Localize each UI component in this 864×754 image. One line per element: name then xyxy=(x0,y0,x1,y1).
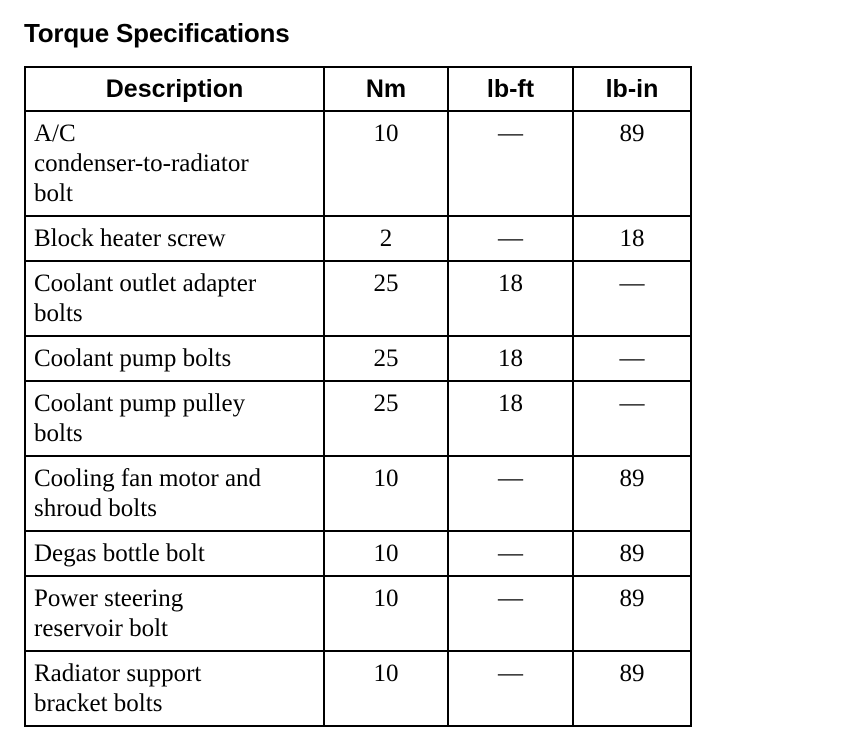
cell-nm: 10 xyxy=(324,111,448,216)
description-line: Degas bottle bolt xyxy=(34,540,205,567)
cell-lb-ft: — xyxy=(448,111,573,216)
description-line: bolts xyxy=(34,420,83,447)
table-header-row xyxy=(25,67,691,111)
description-line: bracket bolts xyxy=(34,690,163,717)
cell-description xyxy=(25,336,324,381)
description-line: Power steering xyxy=(34,585,184,612)
cell-lb-ft: 18 xyxy=(448,381,573,456)
cell-lb-in: 18 xyxy=(573,216,691,261)
column-header-lb-in: lb-in xyxy=(573,67,691,111)
cell-description xyxy=(25,531,324,576)
description-line: shroud bolts xyxy=(34,495,157,522)
cell-lb-in: 89 xyxy=(573,651,691,726)
cell-lb-in: 89 xyxy=(573,111,691,216)
cell-nm: 10 xyxy=(324,576,448,651)
cell-nm: 25 xyxy=(324,381,448,456)
column-header-description: Description xyxy=(25,67,324,111)
cell-lb-ft: — xyxy=(448,576,573,651)
description-line: Cooling fan motor and xyxy=(34,465,262,492)
cell-description xyxy=(25,111,324,216)
table-row xyxy=(25,456,691,531)
table-row xyxy=(25,261,691,336)
cell-lb-ft: — xyxy=(448,216,573,261)
cell-description xyxy=(25,381,324,456)
table-row xyxy=(25,216,691,261)
cell-lb-in: — xyxy=(573,336,691,381)
cell-nm: 10 xyxy=(324,456,448,531)
cell-lb-in: 89 xyxy=(573,576,691,651)
cell-lb-in: 89 xyxy=(573,531,691,576)
description-line: A/C xyxy=(34,120,76,147)
cell-description xyxy=(25,456,324,531)
cell-lb-in: 89 xyxy=(573,456,691,531)
cell-description xyxy=(25,261,324,336)
description-line: Radiator support xyxy=(34,660,202,687)
description-line: bolts xyxy=(34,300,83,327)
description-line: bolt xyxy=(34,180,73,207)
cell-lb-ft: — xyxy=(448,531,573,576)
cell-lb-ft: — xyxy=(448,651,573,726)
torque-spec-table xyxy=(24,66,692,727)
cell-nm: 10 xyxy=(324,651,448,726)
table-row xyxy=(25,576,691,651)
page-title: Torque Specifications xyxy=(24,18,290,48)
table-row xyxy=(25,336,691,381)
cell-lb-ft: 18 xyxy=(448,261,573,336)
table-row xyxy=(25,111,691,216)
description-line: Block heater screw xyxy=(34,225,226,252)
cell-lb-in: — xyxy=(573,261,691,336)
cell-description xyxy=(25,576,324,651)
cell-lb-ft: — xyxy=(448,456,573,531)
cell-nm: 25 xyxy=(324,261,448,336)
cell-nm: 25 xyxy=(324,336,448,381)
description-line: Coolant pump pulley xyxy=(34,390,246,417)
description-line: Coolant outlet adapter xyxy=(34,270,257,297)
cell-description xyxy=(25,651,324,726)
cell-lb-in: — xyxy=(573,381,691,456)
description-line: Coolant pump bolts xyxy=(34,345,232,372)
table-row xyxy=(25,531,691,576)
cell-nm: 10 xyxy=(324,531,448,576)
description-line: reservoir bolt xyxy=(34,615,168,642)
table-row xyxy=(25,381,691,456)
cell-nm: 2 xyxy=(324,216,448,261)
description-line: condenser-to-radiator xyxy=(34,150,249,177)
cell-description xyxy=(25,216,324,261)
column-header-lb-ft: lb-ft xyxy=(448,67,573,111)
table-row xyxy=(25,651,691,726)
column-header-nm: Nm xyxy=(324,67,448,111)
cell-lb-ft: 18 xyxy=(448,336,573,381)
